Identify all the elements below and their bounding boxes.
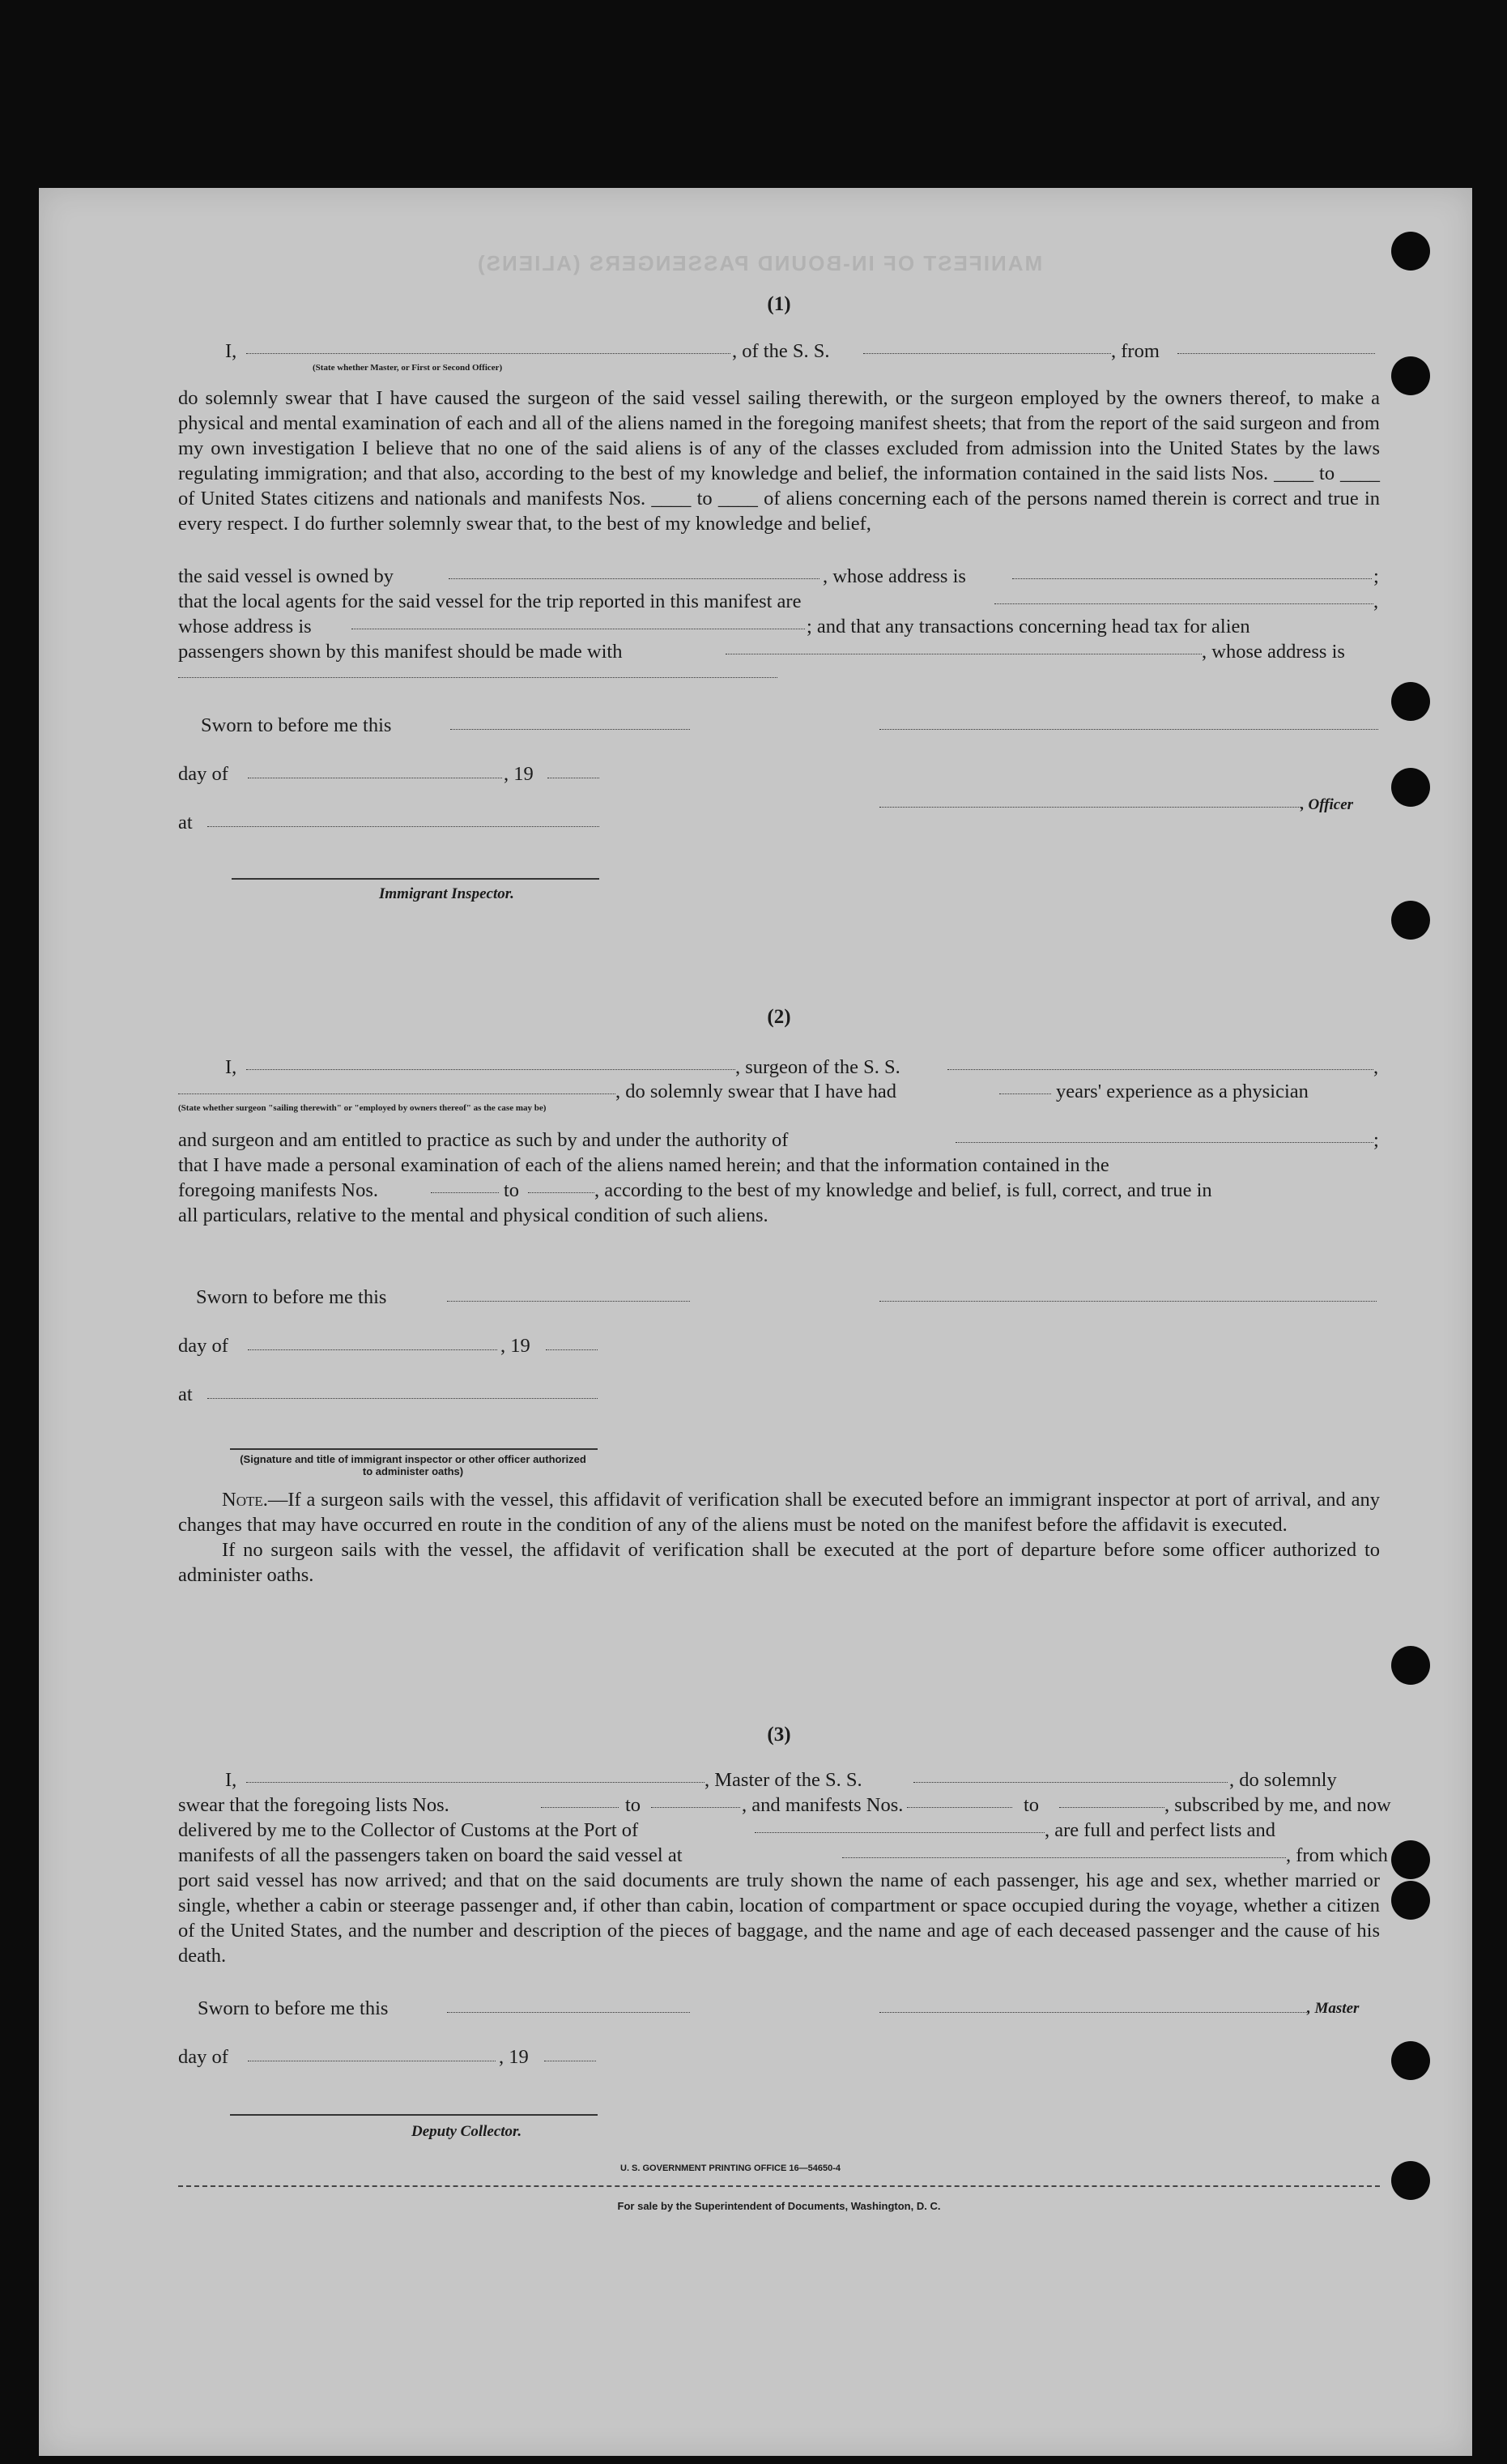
inspector-signature-line[interactable] [232,878,599,880]
surgeon-of-label: , surgeon of the S. S. [735,1056,900,1078]
master-label: , Master [1307,2000,1360,2017]
of-ss-label: , of the S. S. [732,340,830,362]
vessel-name-field[interactable] [863,353,1111,354]
and-manifests-label: , and manifests Nos. [742,1794,904,1816]
master-name-field[interactable] [246,1782,705,1783]
section-1-paragraph: do solemnly swear that I have caused the surgeon of the said vessel sailing therewith, or the surgeon employed by the owners thereof, to make a physical and mental examination of each and all of the aliens named in the foregoing manifest sheets; that from the report of the said surgeon and from my own investigation I believe that no one of the said aliens is of any of the classes excluded from admission into the United States by the laws regulating immigration; and that also, according to the best of my knowledge and belief, the information contained in the said lists Nos. ____ to ____ of United States citizens and nationals and manifests Nos. ____ to ____ of aliens concerning each of the persons named therein is correct and true in every respect. I do further solemnly swear that, to the best of my knowledge and belief, [178,387,1380,535]
section-2-number: (2) [767,1006,791,1028]
passengers-label: passengers shown by this manifest should be made with [178,641,623,663]
footer-rule [178,2185,1380,2187]
form-sheet: MANIFEST OF IN-BOUND PASSENGERS (ALIENS) (1) I, , of the S. S. , from (State whether Master, or First or Second Officer) do solemnly swear that I have caused the surgeon of the said vessel sailing therewith, or the surgeon employed by the owners thereof, to make a physical and mental examination of each and all of the aliens named in the foregoing manifest sheets; that from the report of the said surgeon and from my own investigation I believe that no one of the said aliens is of any of the classes excluded from admission into the United States by the laws regulating immigration; and that also, according to the best of my knowledge and belief, the information contained in the said lists Nos. ____ to ____ of United States citizens and nationals and manifests Nos. ____ to ____ of aliens concerning each of the persons named therein is correct and true in every respect. I do further solemnly swear that, to the best of my knowledge and belief, the said vessel is owned by , whose address is ; that the local agents for the said vessel for the trip reported in this manifest are , whose address is ; and that any transactions concerning head tax for alien passengers shown by this manifest should be made with , whose address is Sworn to before me this day of , 19 , Officer at Immigrant Inspector. (2) I, , surgeon of the S. S. , , do solemnly swear that I have had years' experience as a physician (State whether surgeon "sailing therewith" or "employed by owners thereof" as the case may be) and surgeon and am entitled to practice as such by and under the authority of ; that I have made a personal examination of each of the aliens named herein; and that the information contained in the foregoing manifests Nos. to , according to the best of my knowledge and belief, is full, correct, and true in all particulars, relative to the mental and physical condition of such aliens. Sworn to before me this day of , 19 at (Signature and title of immigrant inspector or other officer authorized to administer oaths) Note.—If a surgeon sails with the vessel, this affidavit of verification shall be executed before an immigrant inspector at port of arrival, and any changes that may have occurred en route in the condition of any of the aliens must be noted on the manifest before the affidavit is executed. If no surgeon sails with the vessel, the affidavit of verification shall be executed at the port of departure before some officer authorized to administer oaths. (3) I, , Master of the S. S. , do solemnly swear that the foregoing lists Nos. to , and manifests Nos. to , subscribed by me, and now delivered by me to the Collector of Customs at the Port of , are full and perfect lists and manifests of all the passengers taken on board the said vessel at , from which port said vessel has now arrived; and that on the said documents are truly shown the name of each passenger, his age and sex, whether married or single, whether a cabin or steerage passenger and, if other than cabin, location of compartment or space occupied during the voyage, whether a citizen of the United States, and the number and description of the pieces of baggage, and the name and age of each deceased passenger and the cause of his death. Sworn to before me this , Master day of , 19 Deputy Collector. U. S. GOVERNMENT PRINTING OFFICE 16—54650-4 For sale by the Superintendent of Documents, Washington, D. C. [39,188,1472,2456]
section-1-number: (1) [767,293,791,315]
from-label: , from [1111,340,1160,362]
punch-hole [1391,356,1430,395]
deputy-label: Deputy Collector. [411,2123,522,2140]
local-agents-label: that the local agents for the said vessel for the trip reported in this manifest are [178,590,802,612]
to-label-3a: to [625,1794,641,1816]
officer-line[interactable] [879,807,1301,808]
punch-hole [1391,768,1430,807]
year-label-1: , 19 [504,763,534,785]
bleed-through-title: MANIFEST OF IN-BOUND PASSENGERS (ALIENS) [476,251,1043,275]
punch-hole [1391,1881,1430,1920]
punch-hole [1391,2041,1430,2080]
punch-hole [1391,901,1430,940]
surgeon-signature-field[interactable] [879,1301,1377,1302]
section-2-paragraph-c: all particulars, relative to the mental and physical condition of such aliens. [178,1204,768,1226]
oath-officer-signature-line[interactable] [230,1448,598,1450]
owned-by-label: the said vessel is owned by [178,565,394,587]
surgeon-vessel-field[interactable] [947,1069,1373,1070]
officer-name-field[interactable] [246,353,730,354]
years-field[interactable] [999,1093,1051,1094]
day-of-label-1: day of [178,763,228,785]
surgeon-hint: (State whether surgeon "sailing therewith" or "employed by owners thereof" as the case may be) [178,1103,547,1113]
head-tax-address-label: , whose address is [1202,641,1345,663]
from-which-label: , from which [1286,1844,1388,1866]
manifests-from-field-2[interactable] [431,1192,499,1193]
punch-hole [1391,232,1430,271]
printing-office: U. S. GOVERNMENT PRINTING OFFICE 16—54650-4 [620,2163,841,2173]
surgeon-type-field[interactable] [178,1093,615,1094]
section-2-paragraph-a: that I have made a personal examination of each of the aliens named herein; and that the information contained in the [178,1154,1109,1176]
master-signature-field[interactable] [879,2012,1307,2013]
from-port-field[interactable] [1177,353,1375,354]
lists-to-field[interactable] [651,1807,740,1808]
lists-from-field[interactable] [541,1807,619,1808]
manifests-from-field-3[interactable] [907,1807,1012,1808]
full-lists-label: , are full and perfect lists and [1045,1819,1276,1841]
sworn-date-field-1[interactable] [450,729,690,730]
manifests-to-field-2[interactable] [528,1192,594,1193]
section-3-intro: I, [225,1769,237,1791]
owner-field[interactable] [449,578,819,579]
subscribed-label: , subscribed by me, and now [1164,1794,1391,1816]
section-3-paragraph: port said vessel has now arrived; and that on the said documents are truly shown the name of each passenger, his age and sex, whether married or single, whether a cabin or steerage passenger and, if other than cabin, location of compartment or space occupied during the voyage, whether a citizen of the United States, and the number and description of the pieces of baggage, and the name and age of each deceased passenger and the cause of his death. [178,1869,1380,1967]
section-1-intro: I, [225,340,237,362]
surgeon-name-field[interactable] [246,1069,735,1070]
punch-hole [1391,2161,1430,2200]
section-2-intro: I, [225,1056,237,1078]
year-label-2: , 19 [500,1335,530,1357]
punch-hole [1391,1840,1430,1879]
head-tax-address-field[interactable] [178,677,777,678]
owner-address-field[interactable] [1012,578,1372,579]
sworn-label-2: Sworn to before me this [196,1286,387,1308]
owner-address-label: , whose address is [823,565,966,587]
sale-notice: For sale by the Superintendent of Documents, Washington, D. C. [617,2200,941,2212]
delivered-label: delivered by me to the Collector of Customs at the Port of [178,1819,639,1841]
punch-hole [1391,682,1430,721]
section-3-number: (3) [767,1724,791,1746]
at-field-2[interactable] [207,1398,598,1399]
authority-field[interactable] [956,1142,1373,1143]
manifests-all-label: manifests of all the passengers taken on board the said vessel at [178,1844,683,1866]
day-of-label-2: day of [178,1335,228,1357]
punch-hole [1391,1646,1430,1685]
note-text: —If a surgeon sails with the vessel, this affidavit of verification shall be executed before an immigrant inspector at port of arrival, and any changes that may have occurred en route in the condition of any of the aliens must be noted on the manifest before the affidavit is executed. [178,1489,1380,1536]
deputy-signature-line[interactable] [230,2114,598,2116]
sworn-label-1: Sworn to before me this [201,714,392,736]
signature-hint: (Signature and title of immigrant inspector or other officer authorized to administer oaths) [240,1453,586,1477]
officer-signature-field[interactable] [879,729,1378,730]
years-label: years' experience as a physician [1056,1081,1309,1102]
year-label-3: , 19 [499,2046,529,2068]
swear-label-3: swear that the foregoing lists Nos. [178,1794,449,1816]
inspector-label: Immigrant Inspector. [379,885,514,902]
authority-label: and surgeon and am entitled to practice as such by and under the authority of [178,1129,789,1151]
solemnly-label-3: , do solemnly [1229,1769,1337,1791]
manifests-to-field-3[interactable] [1059,1807,1164,1808]
day-of-label-3: day of [178,2046,228,2068]
officer-label: , Officer [1301,796,1354,813]
sworn-date-field-3[interactable] [447,2012,690,2013]
master-of-label: , Master of the S. S. [705,1769,862,1791]
day-of-field-2[interactable] [248,1349,497,1350]
master-vessel-field[interactable] [913,1782,1228,1783]
at-field-1[interactable] [207,826,599,827]
to-label-3b: to [1024,1794,1040,1816]
note-2-text: If no surgeon sails with the vessel, the affidavit of verification shall be executed at the port of departure before some officer authorized to administer oaths. [178,1539,1380,1586]
port-field[interactable] [755,1832,1045,1833]
note-label: Note. [222,1489,268,1511]
sworn-date-field-2[interactable] [447,1301,690,1302]
agent-address-label: whose address is [178,616,312,637]
solemnly-label-2: , do solemnly swear that I have had [615,1081,896,1102]
at-label-1: at [178,812,193,833]
section-2-paragraph-b: , according to the best of my knowledge and belief, is full, correct, and true in [594,1179,1212,1201]
embarkation-port-field[interactable] [842,1857,1286,1858]
sworn-label-3: Sworn to before me this [198,1997,389,2019]
at-label-2: at [178,1383,193,1405]
officer-hint: (State whether Master, or First or Second Officer) [313,363,503,373]
manifests-label-2: foregoing manifests Nos. [178,1179,378,1201]
year-field-2[interactable] [546,1349,598,1350]
local-agents-field[interactable] [994,603,1373,604]
to-label-2: to [504,1179,520,1201]
head-tax-label: ; and that any transactions concerning head tax for alien [807,616,1250,637]
